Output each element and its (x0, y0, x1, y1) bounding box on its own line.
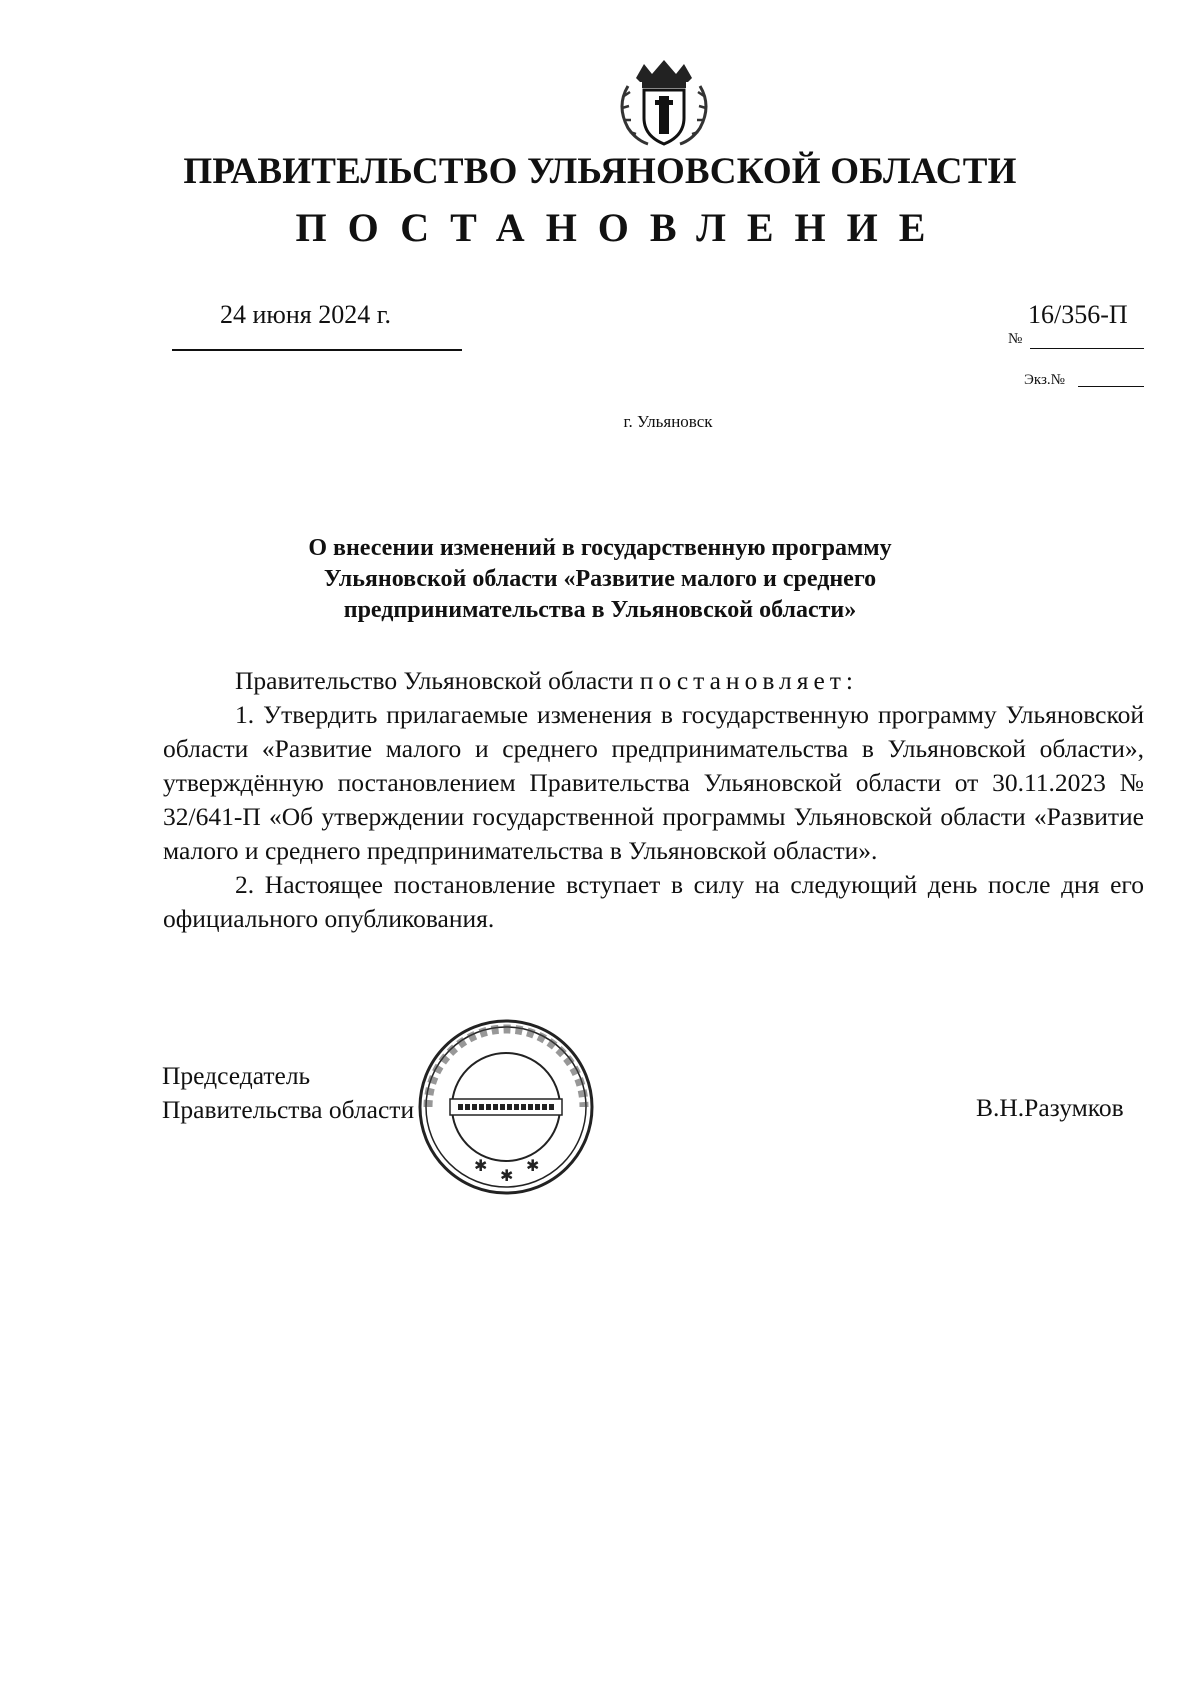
signer-title (162, 1059, 414, 1127)
copy-number-label: Экз.№ (1024, 372, 1065, 388)
document-body (163, 664, 1144, 936)
coat-of-arms-emblem (614, 56, 714, 150)
resolution-item: 1. Утвердить прилагаемые изменения в государственную программу Ульяновской области «Развитие малого и среднего предпринимательства в Ульяновской области», утверждённую постановлением Правительства Ульяновской области от 30.11.2023 № 32/641-П «Об утверждении государственной программы Ульяновской области «Развитие малого и среднего предпринимательства в Ульяновской области». (163, 700, 1144, 865)
signer-name: В.Н.Разумков (976, 1093, 1124, 1122)
signer-title-line: Председатель (162, 1061, 311, 1090)
lead-prefix: Правительство Ульяновской области (235, 666, 634, 695)
signer-title-line: Правительства области (162, 1095, 415, 1124)
number-underline (1030, 348, 1144, 349)
document-number: 16/356-П (1028, 300, 1128, 329)
copy-number-underline (1078, 386, 1144, 387)
resolution-item: 2. Настоящее постановление вступает в силу на следующий день после дня его официального опубликования. (163, 870, 1144, 933)
document-type-heading: ПОСТАНОВЛЕНИЕ (295, 205, 947, 250)
lead-verb: постановляет: (639, 666, 859, 695)
subject-line: предпринимательства в Ульяновской области» (343, 597, 857, 623)
date-underline (172, 349, 462, 351)
city-label: г. Ульяновск (623, 412, 713, 431)
number-sign-label: № (1008, 331, 1023, 347)
svg-text:✱: ✱ (500, 1168, 514, 1185)
official-seal-stamp (416, 1017, 596, 1197)
subject-line: О внесении изменений в государственную программу (308, 535, 892, 561)
svg-text:✱: ✱ (526, 1158, 540, 1175)
svg-text:✱: ✱ (474, 1158, 488, 1175)
document-subject (0, 533, 1200, 626)
organization-title: ПРАВИТЕЛЬСТВО УЛЬЯНОВСКОЙ ОБЛАСТИ (183, 151, 1017, 192)
resolution-lead (163, 664, 1144, 698)
document-date: 24 июня 2024 г. (220, 300, 391, 329)
subject-line: Ульяновской области «Развитие малого и среднего (323, 566, 877, 592)
